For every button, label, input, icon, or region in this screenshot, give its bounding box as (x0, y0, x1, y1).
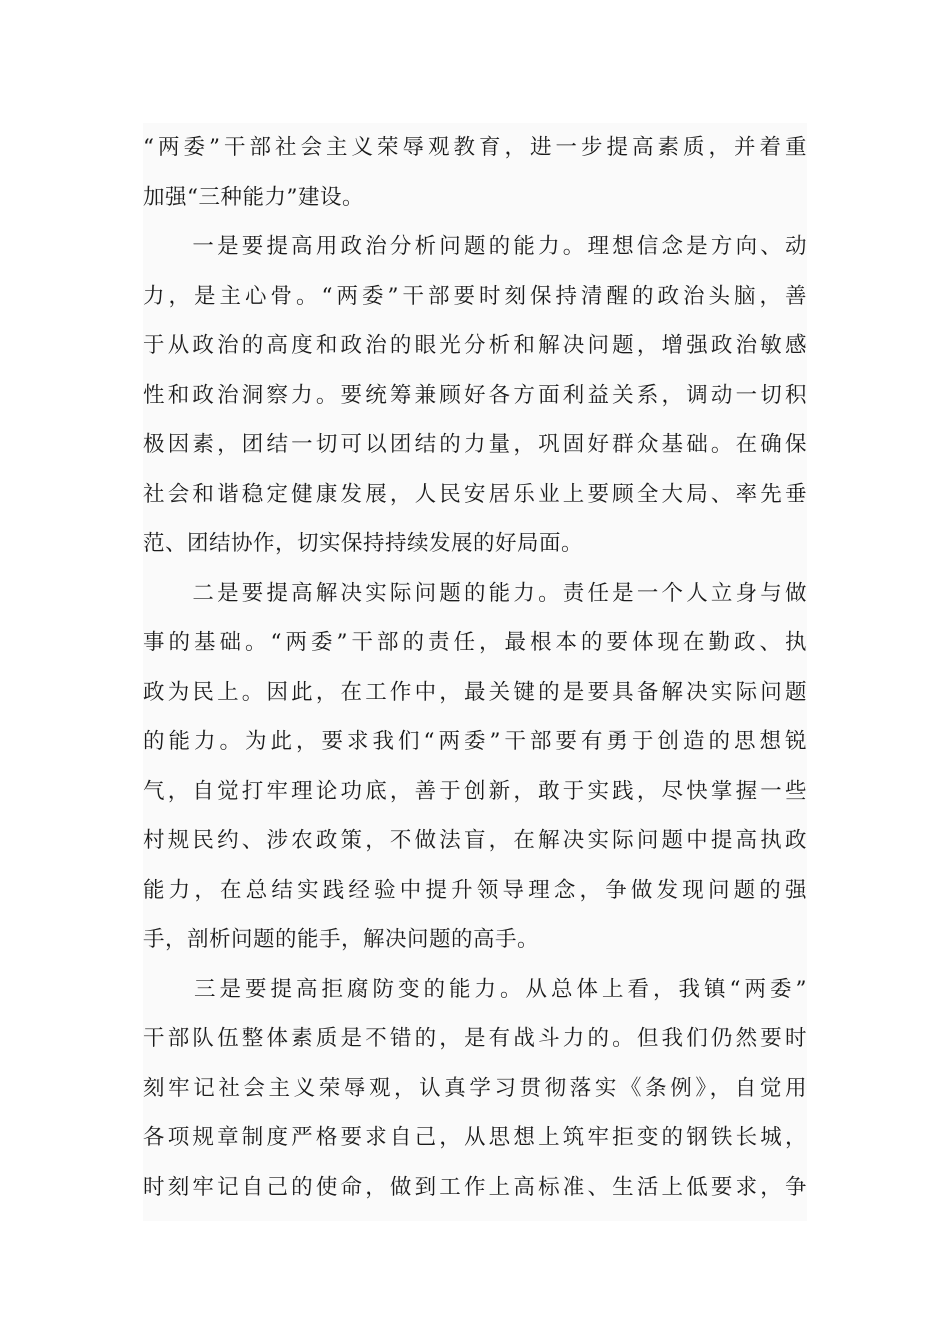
text-line: 村规民约、涉农政策，不做法盲，在解决实际问题中提高执政 (143, 828, 807, 853)
document-body (143, 123, 807, 1212)
text-line: 一是要提高用政治分析问题的能力。理想信念是方向、动 (143, 234, 807, 259)
text-line: 极因素，团结一切可以团结的力量，巩固好群众基础。在确保 (143, 432, 807, 457)
text-line: 力，是主心骨。“两委”干部要时刻保持清醒的政治头脑，善 (143, 283, 807, 309)
text-line: 三是要提高拒腐防变的能力。从总体上看，我镇“两委” (143, 976, 807, 1002)
document-text-block (143, 123, 807, 1221)
text-line: 各项规章制度严格要求自己，从思想上筑牢拒变的钢铁长城， (143, 1125, 807, 1150)
text-line: 加强“三种能力”建设。 (143, 184, 364, 210)
text-line: 政为民上。因此，在工作中，最关键的是要具备解决实际问题 (143, 679, 807, 705)
text-line: 能力，在总结实践经验中提升领导理念，争做发现问题的强 (143, 877, 807, 903)
text-line: 气，自觉打牢理论功底，善于创新，敢于实践，尽快掌握一些 (143, 778, 807, 804)
text-line: 社会和谐稳定健康发展，人民安居乐业上要顾全大局、率先垂 (143, 481, 807, 507)
text-line: 性和政治洞察力。要统筹兼顾好各方面利益关系，调动一切积 (143, 382, 807, 408)
text-line: 刻牢记社会主义荣辱观，认真学习贯彻落实《条例》，自觉用 (143, 1075, 807, 1101)
text-line: 范、团结协作，切实保持持续发展的好局面。 (143, 531, 584, 556)
text-line: 手，剖析问题的能手，解决问题的高手。 (143, 927, 540, 952)
text-line: 事的基础。“两委”干部的责任，最根本的要体现在勤政、执 (143, 630, 807, 655)
text-line: 于从政治的高度和政治的眼光分析和解决问题，增强政治敏感 (143, 333, 807, 358)
text-line: 时刻牢记自己的使命，做到工作上高标准、生活上低要求，争 (143, 1174, 807, 1200)
text-line: 干部队伍整体素质是不错的，是有战斗力的。但我们仍然要时 (143, 1026, 807, 1051)
text-line: “两委”干部社会主义荣辱观教育，进一步提高素质，并着重 (143, 135, 807, 160)
text-line: 二是要提高解决实际问题的能力。责任是一个人立身与做 (143, 580, 807, 606)
text-line: 的能力。为此，要求我们“两委”干部要有勇于创造的思想锐 (143, 729, 807, 754)
